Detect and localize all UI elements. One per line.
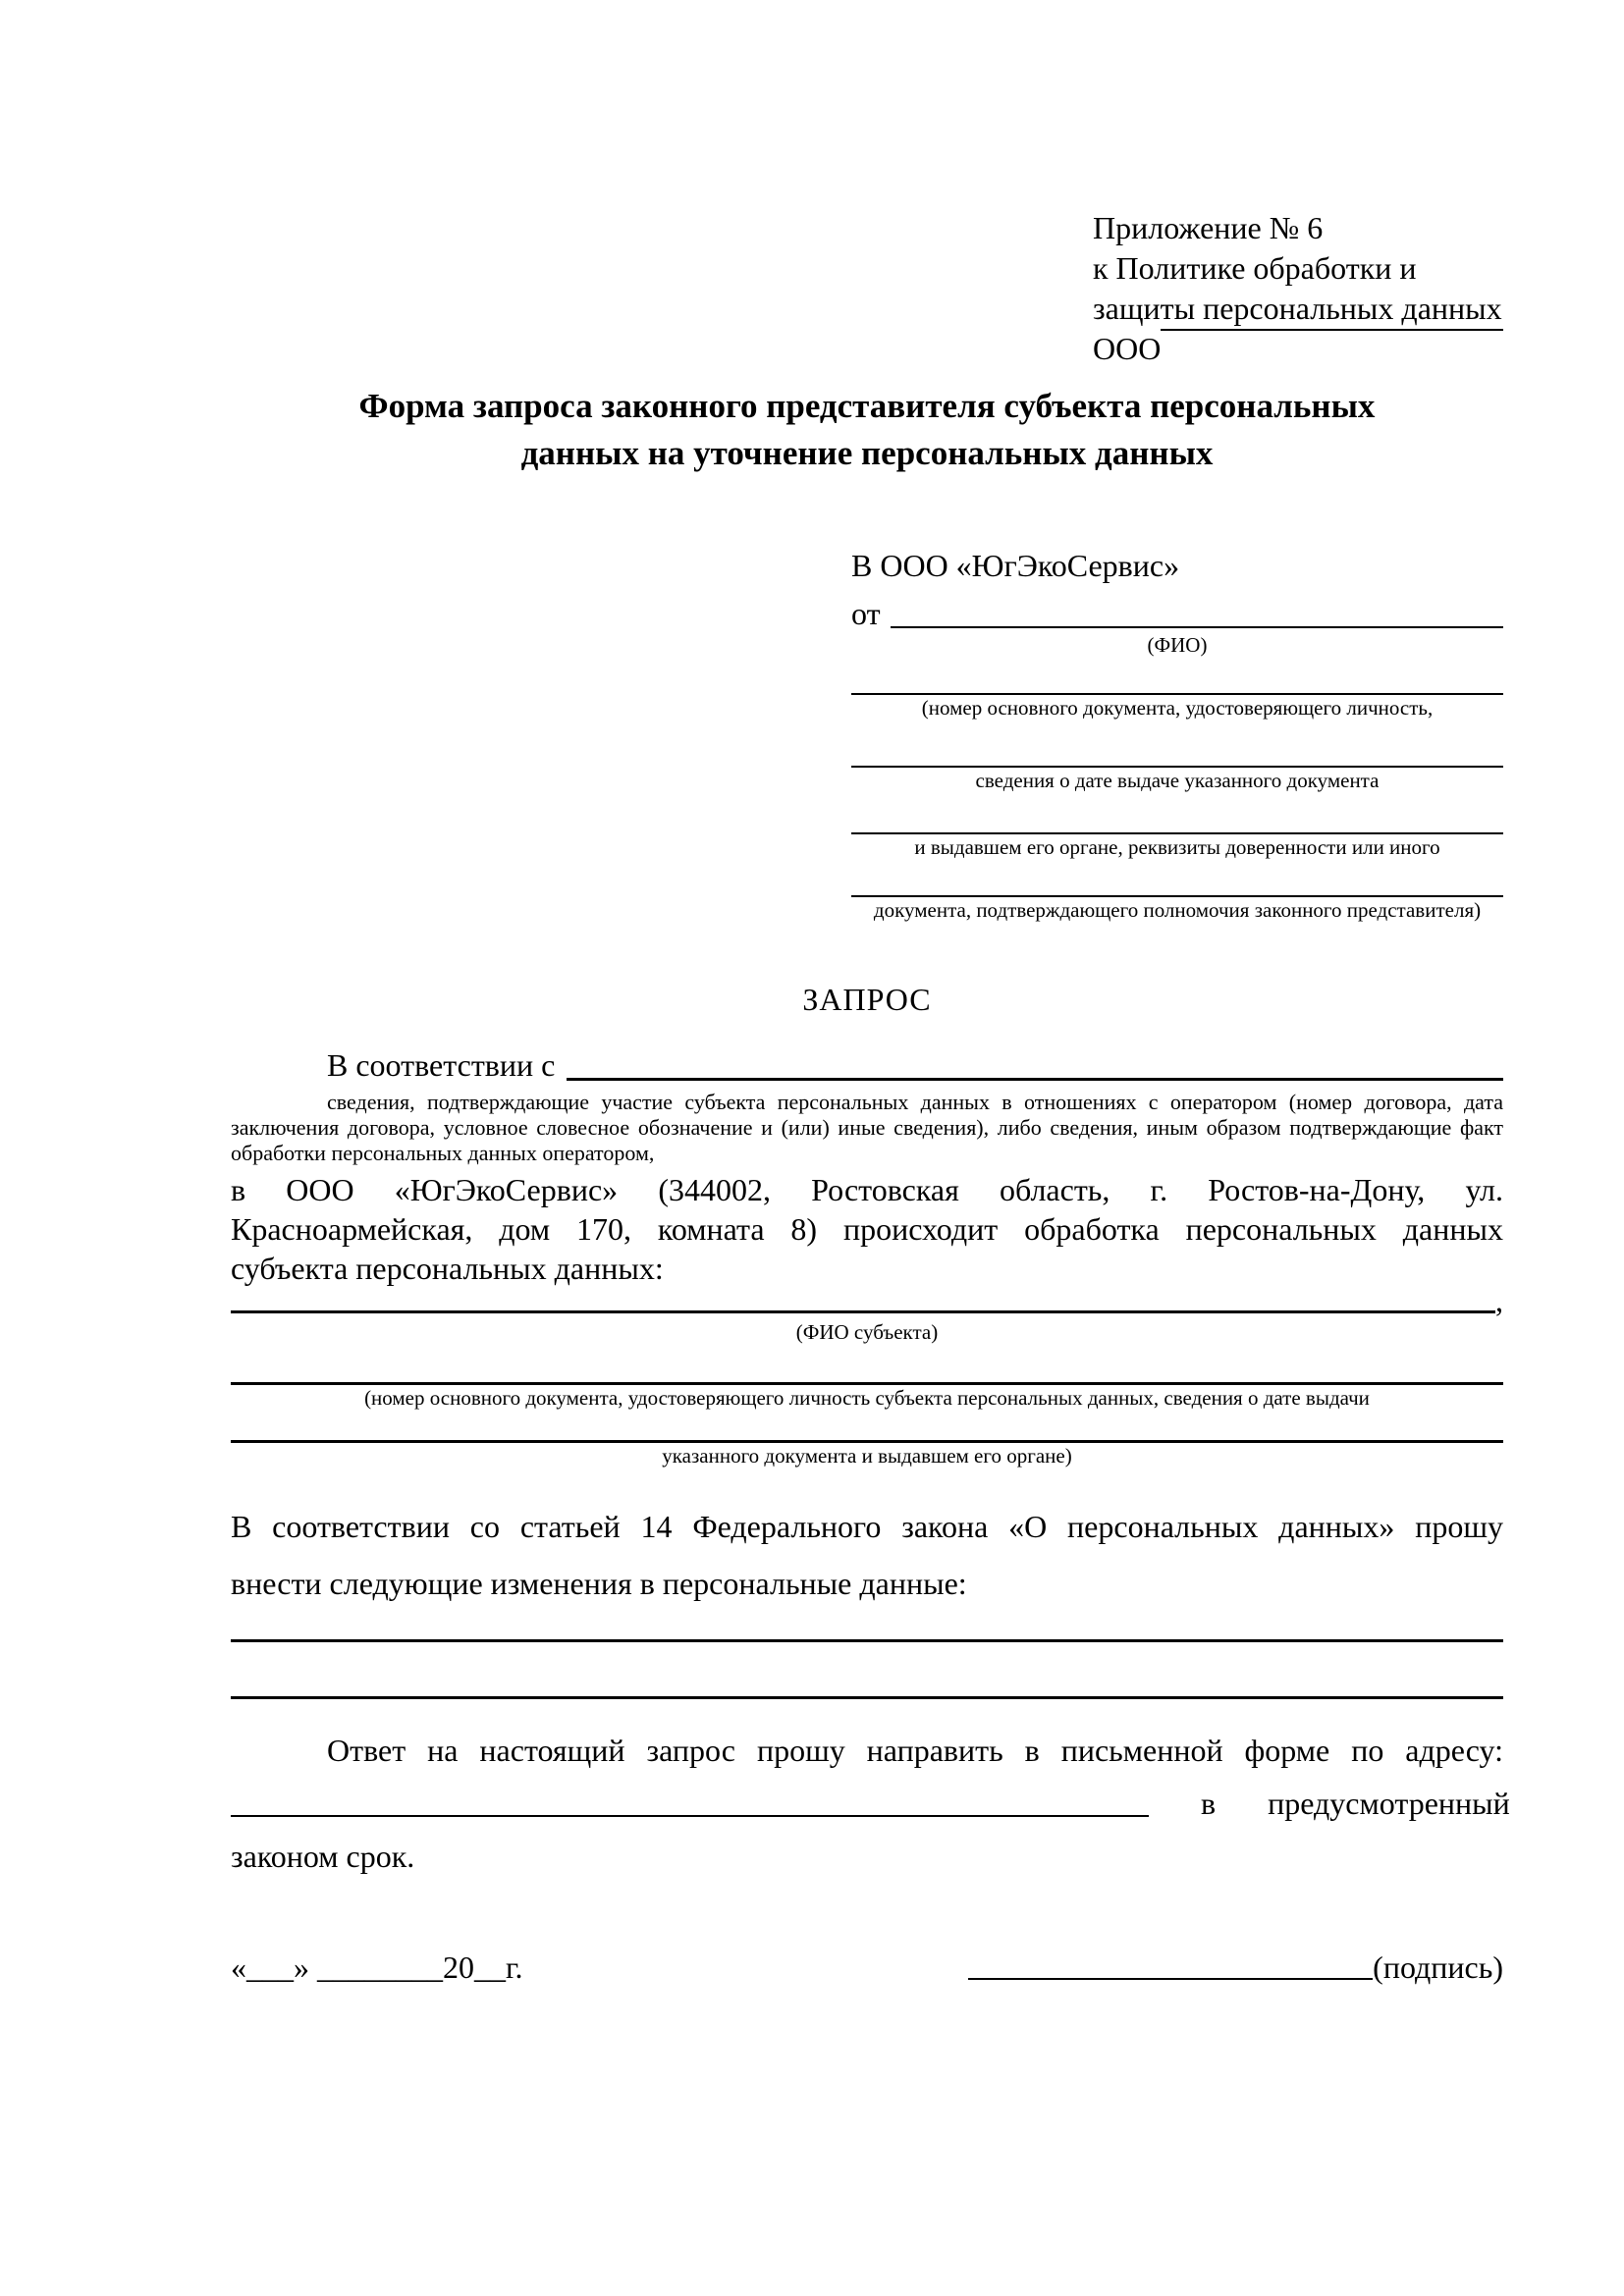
field-caption-4-wrap: [851, 897, 1503, 923]
from-label: от: [851, 596, 881, 631]
relationship-proof-blank-field[interactable]: [567, 1078, 1503, 1081]
reply-address-blank-field[interactable]: [231, 1815, 1149, 1817]
addressee-block: [851, 546, 1503, 923]
subject-fio-blank-field[interactable]: [231, 1310, 1495, 1313]
article-line-2: внести следующие изменения в персональные данные:: [231, 1566, 967, 1601]
field-caption-2: сведения о дате выдаче указанного документа: [975, 769, 1380, 792]
reply-word-1: в: [1201, 1786, 1217, 1821]
fineprint-caption: [231, 1090, 1503, 1166]
addressee-to: В ООО «ЮгЭкоСервис»: [851, 548, 1180, 583]
article-paragraph: [231, 1498, 1503, 1612]
form-title: [231, 383, 1503, 477]
fineprint-line-1: сведения, подтверждающие участие субъекта персональных данных в отношениях с оператором (номер договора, дата: [327, 1090, 1503, 1114]
field-caption-3: и выдавшем его органе, реквизиты доверенности или иного: [914, 835, 1440, 859]
date-line[interactable]: «___» ________20__г.: [231, 1949, 523, 1985]
subject-caption-3: указанного документа и выдавшем его органе): [662, 1444, 1072, 1468]
from-row: [851, 595, 1503, 632]
annex-org-row: [1093, 329, 1503, 369]
form-title-line-1: Форма запроса законного представителя субъекта персональных: [358, 387, 1376, 425]
reply-paragraph: [231, 1731, 1510, 1876]
request-heading: ЗАПРОС: [802, 982, 932, 1017]
subject-caption-1: (ФИО субъекта): [795, 1320, 939, 1344]
fineprint-line-3: обработки персональных данных оператором,: [231, 1141, 655, 1165]
form-title-line-2: данных на уточнение персональных данных: [520, 434, 1214, 472]
fio-blank-field[interactable]: [891, 626, 1503, 628]
annex-line-1: Приложение № 6: [1093, 210, 1324, 245]
operator-line-2: Красноармейская, дом 170, комната 8) происходит обработка персональных данных: [231, 1211, 1503, 1247]
intro-row: [231, 1046, 1503, 1084]
subject-caption-2: (номер основного документа, удостоверяющего личность субъекта персональных данных, сведения о дате выдачи: [364, 1386, 1370, 1410]
article-line-1: В соответствии со статьей 14 Федерального закона «О персональных данных» прошу: [231, 1509, 1503, 1544]
operator-paragraph: [231, 1170, 1503, 1288]
reply-word-2: предусмотренный: [1268, 1786, 1510, 1821]
annex-line-3: защиты персональных данных: [1093, 291, 1502, 326]
reply-line-1: Ответ на настоящий запрос прошу направить в письменной форме по адресу:: [327, 1733, 1503, 1768]
field-caption-4: документа, подтверждающего полномочия законного представителя): [873, 898, 1482, 922]
operator-line-3: субъекта персональных данных:: [231, 1251, 664, 1286]
annex-block: [1093, 208, 1503, 369]
subject-fio-row: [231, 1283, 1503, 1319]
signature-caption: (подпись): [1373, 1949, 1503, 1985]
footer-row: [231, 1949, 1503, 1986]
org-prefix: ООО: [1093, 331, 1162, 366]
subject-comma: ,: [1495, 1283, 1503, 1318]
changes-blank-field-2[interactable]: [231, 1696, 1503, 1699]
fio-caption: (ФИО): [1147, 633, 1208, 657]
org-name-blank-field[interactable]: [1161, 329, 1503, 331]
operator-line-1: в ООО «ЮгЭкоСервис» (344002, Ростовская область, г. Ростов-на-Дону, ул.: [231, 1172, 1503, 1207]
intro-label: В соответствии с: [327, 1047, 556, 1083]
field-caption-1: (номер основного документа, удостоверяющего личность,: [921, 696, 1434, 720]
reply-line-3: законом срок.: [231, 1839, 415, 1874]
fineprint-line-2: заключения договора, условное словесное обозначение и (или) иные сведения), либо сведения, иным образом подтверждающие факт: [231, 1115, 1503, 1140]
changes-blank-field-1[interactable]: [231, 1639, 1503, 1642]
annex-line-2: к Политике обработки и: [1093, 250, 1417, 286]
signature-group: [968, 1949, 1503, 1986]
signature-blank-field[interactable]: [968, 1978, 1373, 1980]
reply-address-row: [231, 1784, 1510, 1823]
